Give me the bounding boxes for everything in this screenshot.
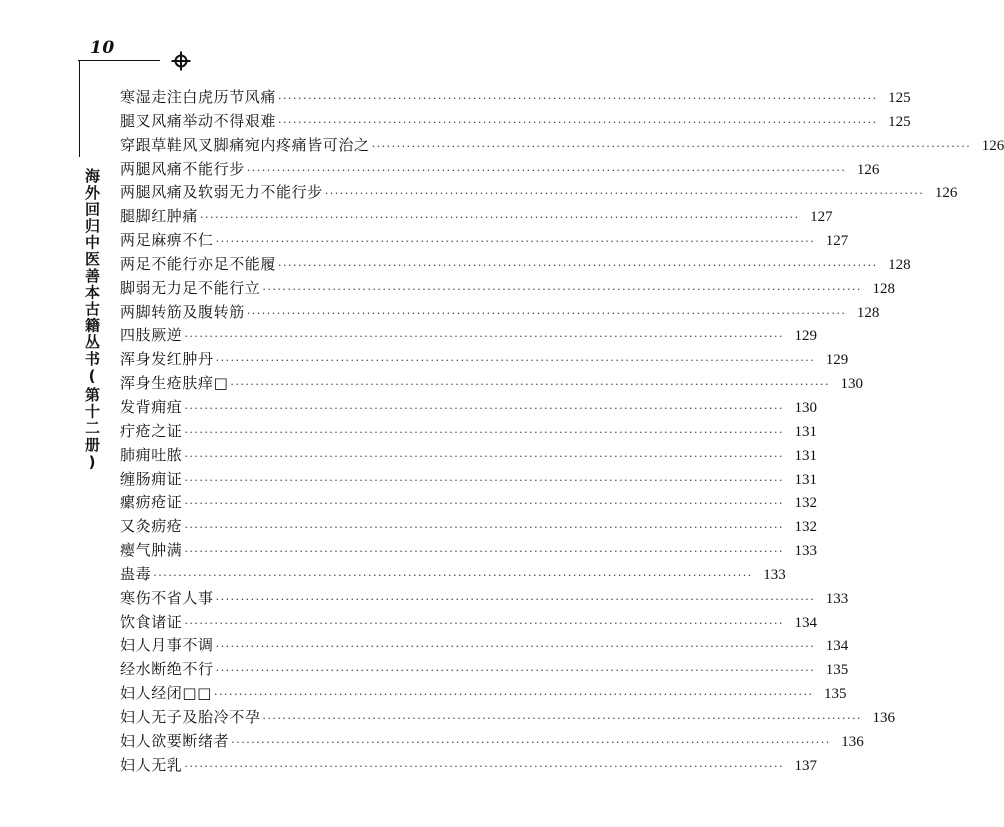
dot-leader: ························································································································ (371, 139, 972, 153)
dot-leader: ························································································································ (215, 354, 816, 368)
dot-leader: ························································································································ (184, 425, 784, 439)
toc-entry-page: 125 (888, 113, 911, 130)
header-rule (78, 60, 160, 61)
toc-entry (120, 134, 1004, 158)
dot-leader: ························································································································ (324, 187, 925, 201)
toc-entry (120, 372, 863, 396)
dot-leader: ························································································································ (215, 592, 816, 606)
toc-entry (120, 348, 849, 372)
toc-entry-page: 137 (794, 757, 817, 774)
toc-entry (120, 706, 895, 730)
dot-leader: ························································································································ (184, 330, 784, 344)
dot-leader: ························································································································ (231, 735, 831, 749)
toc-entry-page: 131 (794, 447, 817, 464)
toc-entry-title: 寒伤不省人事 (120, 588, 214, 607)
dot-leader: ························································································································ (278, 258, 878, 272)
toc-entry-page: 127 (825, 233, 849, 250)
toc-entry (120, 396, 817, 420)
toc-entry-title: 妇人无乳 (120, 755, 183, 774)
toc-entry-title: 瘿气肿满 (120, 541, 183, 560)
toc-entry-page: 128 (872, 280, 895, 297)
toc-entry-page: 127 (810, 209, 833, 226)
dot-leader: ························································································································ (200, 211, 800, 225)
toc-entry-page: 126 (934, 185, 958, 202)
toc-entry-title: 两脚转筋及腹转筋 (120, 302, 245, 321)
dot-leader: ························································································································ (215, 664, 816, 678)
toc-entry (120, 158, 880, 182)
toc-entry-title: 腿脚红肿痛 (120, 207, 199, 226)
toc-entry-title: 瘰疬疮证 (120, 493, 183, 512)
series-title: 海外回归中医善本古籍丛书(第十二册) (83, 168, 101, 473)
toc-entry-page: 132 (794, 495, 817, 512)
toc-entry-page: 133 (794, 543, 817, 560)
toc-entry-page: 131 (794, 423, 817, 440)
dot-leader: ························································································································ (246, 163, 847, 177)
toc-entry-title: 两足麻痹不仁 (120, 231, 214, 250)
toc-entry-title: 肺痈吐脓 (120, 445, 183, 464)
toc-entry (120, 444, 817, 468)
toc-entry-page: 128 (888, 256, 911, 273)
dot-leader: ························································································································ (215, 235, 816, 249)
dot-leader: ························································································································ (213, 688, 814, 702)
toc-entry-page: 132 (794, 519, 817, 536)
dot-leader: ························································································································ (184, 759, 784, 773)
toc-entry-title: 腿叉风痛举动不得艰难 (120, 111, 277, 130)
toc-entry-title: 经水断绝不行 (120, 660, 214, 679)
toc-entry-page: 133 (763, 566, 786, 583)
toc-entry-title: 两腿风痛不能行步 (120, 159, 245, 178)
toc-entry-title: 发背痈疽 (120, 397, 183, 416)
dot-leader: ························································································································ (184, 449, 784, 463)
dot-leader: ························································································································ (184, 497, 784, 511)
dot-leader: ························································································································ (184, 545, 784, 559)
toc-entry-title: 两足不能行亦足不能履 (120, 254, 277, 273)
toc-entry-page: 130 (794, 399, 817, 416)
toc-entry (120, 110, 911, 134)
toc-entry (120, 491, 817, 515)
toc-entry (120, 730, 864, 754)
toc-entry (120, 634, 849, 658)
page-number: 10 (90, 38, 115, 58)
toc-entry-title: 饮食诸证 (120, 612, 183, 631)
toc-entry-title: 妇人月事不调 (120, 636, 214, 655)
dot-leader: ························································································································ (184, 401, 784, 415)
toc-entry-page: 134 (825, 638, 849, 655)
table-of-contents (120, 86, 1004, 777)
toc-entry-title: 又灸疬疮 (120, 517, 183, 536)
toc-entry-title: 穿跟草鞋风叉脚痛宛内疼痛皆可治之 (120, 135, 370, 154)
dot-leader: ························································································································ (262, 282, 862, 296)
toc-entry-title: 浑身生疮肤痒□ (120, 374, 229, 393)
toc-entry-title: 疔疮之证 (120, 421, 183, 440)
toc-entry (120, 611, 817, 635)
dot-leader: ························································································································ (184, 473, 784, 487)
toc-entry-page: 136 (872, 709, 895, 726)
toc-entry-title: 妇人经闭□□ (120, 684, 212, 703)
toc-entry-title: 脚弱无力足不能行立 (120, 278, 261, 297)
toc-entry-title: 缠肠痈证 (120, 469, 183, 488)
toc-entry (120, 181, 958, 205)
toc-entry (120, 277, 895, 301)
toc-entry-page: 135 (824, 686, 847, 703)
side-rule (79, 61, 80, 157)
toc-entry-title: 浑身发红肿丹 (120, 350, 214, 369)
toc-entry-page: 128 (856, 304, 880, 321)
toc-entry-page: 126 (856, 161, 880, 178)
toc-entry-page: 129 (825, 352, 849, 369)
toc-entry (120, 754, 817, 778)
toc-entry (120, 229, 849, 253)
toc-entry-page: 125 (888, 90, 911, 106)
toc-entry-page: 131 (794, 471, 817, 488)
toc-entry (120, 539, 817, 563)
dot-leader: ························································································································ (278, 92, 878, 105)
ornament-icon (170, 50, 192, 72)
toc-entry (120, 86, 911, 110)
toc-entry (120, 658, 849, 682)
dot-leader: ························································································································ (230, 378, 830, 392)
dot-leader: ························································································································ (278, 115, 878, 129)
toc-entry-title: 四肢厥逆 (120, 326, 183, 345)
toc-entry-page: 133 (825, 590, 849, 607)
toc-entry-page: 130 (840, 376, 863, 393)
dot-leader: ························································································································ (184, 521, 784, 535)
toc-entry (120, 587, 849, 611)
toc-entry-title: 妇人无子及胎冷不孕 (120, 707, 261, 726)
dot-leader: ························································································································ (184, 616, 784, 630)
dot-leader: ························································································································ (262, 711, 862, 725)
toc-entry-title: 两腿风痛及软弱无力不能行步 (120, 183, 323, 202)
toc-entry-title: 妇人欲要断绪者 (120, 731, 230, 750)
toc-entry-page: 134 (794, 614, 817, 631)
toc-entry (120, 682, 847, 706)
toc-entry (120, 324, 817, 348)
toc-entry-page: 126 (981, 137, 1004, 154)
toc-entry-title: 蛊毒 (120, 564, 152, 583)
dot-leader: ························································································································ (246, 306, 847, 320)
toc-entry-title: 寒湿走注白虎历节风痛 (120, 88, 277, 106)
toc-entry (120, 301, 880, 325)
toc-entry (120, 468, 817, 492)
toc-entry (120, 205, 833, 229)
toc-entry (120, 253, 911, 277)
toc-entry-page: 129 (794, 328, 817, 345)
toc-entry (120, 563, 786, 587)
toc-entry (120, 420, 817, 444)
dot-leader: ························································································································ (215, 640, 816, 654)
toc-entry (120, 515, 817, 539)
toc-entry-page: 135 (825, 662, 849, 679)
dot-leader: ························································································································ (153, 568, 753, 582)
toc-entry-page: 136 (841, 733, 864, 750)
